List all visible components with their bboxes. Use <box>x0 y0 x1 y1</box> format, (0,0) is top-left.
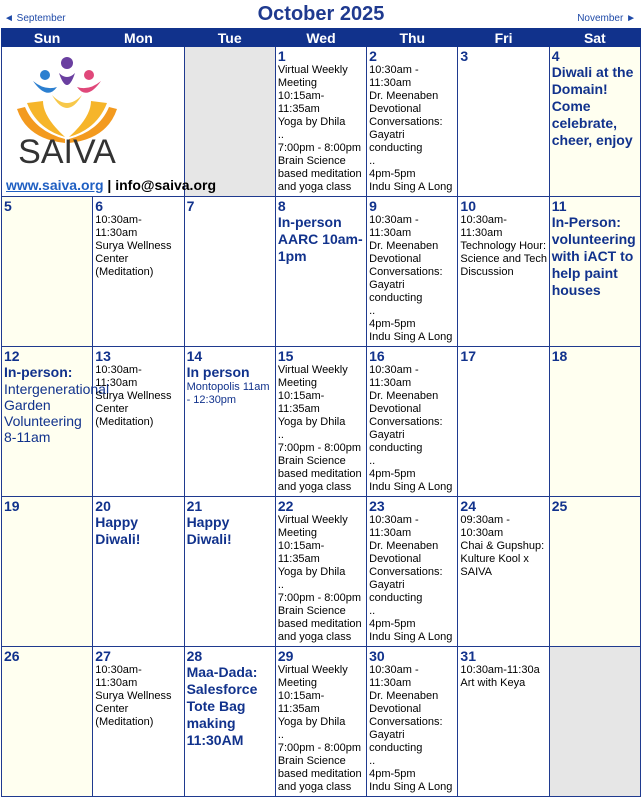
day-cell-14[interactable] <box>184 347 275 497</box>
event-line[interactable]: Brain Science based meditation and yoga class <box>277 455 362 493</box>
event-line[interactable]: 7:00pm - 8:00pm <box>277 742 361 754</box>
day-number: 7 <box>186 198 195 214</box>
day-cell-1[interactable] <box>275 47 366 197</box>
event-line[interactable]: 10:30am-11:30a <box>460 664 540 676</box>
email-text: info@saiva.org <box>115 177 217 193</box>
day-cell-25[interactable] <box>549 497 640 647</box>
day-number: 27 <box>95 648 111 664</box>
day-number: 4 <box>551 48 560 64</box>
day-number: 17 <box>460 348 476 364</box>
day-cell-27[interactable] <box>93 647 184 797</box>
event-line[interactable]: 10:30am - 11:30am <box>369 664 419 689</box>
event-line[interactable]: Indu Sing A Long <box>369 781 453 793</box>
event-line[interactable]: .. <box>369 755 376 767</box>
week-row <box>2 347 641 497</box>
day-number: 14 <box>186 348 203 364</box>
blank-day-cell <box>184 47 275 197</box>
event-line[interactable]: .. <box>277 729 284 741</box>
day-number: 13 <box>95 348 111 364</box>
event-line[interactable]: 4pm-5pm <box>369 468 416 480</box>
weekday-fri: Fri <box>458 29 549 47</box>
logo-text: SAIVA <box>18 133 116 171</box>
event-line[interactable]: Yoga by Dhila <box>277 716 346 728</box>
day-cell-6[interactable] <box>93 197 184 347</box>
day-cell-20[interactable] <box>93 497 184 647</box>
weekday-sun: Sun <box>2 29 93 47</box>
event-line[interactable]: Indu Sing A Long <box>369 181 453 193</box>
event-title[interactable]: In-person AARC 10am-1pm <box>277 214 363 264</box>
week-row <box>2 647 641 797</box>
weekday-mon: Mon <box>93 29 184 47</box>
contact-links <box>6 177 217 193</box>
event-line[interactable]: Surya Wellness Center (Meditation) <box>95 690 172 728</box>
day-cell-29[interactable] <box>275 647 366 797</box>
day-number: 8 <box>277 198 286 214</box>
day-cell-21[interactable] <box>184 497 275 647</box>
day-cell-7[interactable] <box>184 197 275 347</box>
event-title[interactable]: Maa-Dada: Salesforce Tote Bag making 11:30AM <box>186 664 258 748</box>
day-cell-11[interactable] <box>549 197 640 347</box>
day-cell-9[interactable] <box>367 197 458 347</box>
event-line[interactable]: Virtual Weekly Meeting <box>277 514 348 539</box>
day-number: 26 <box>4 648 20 664</box>
event-line[interactable]: 10:30am-11:30am <box>95 364 142 389</box>
day-cell-18[interactable] <box>549 347 640 497</box>
website-link[interactable]: www.saiva.org <box>6 177 104 193</box>
event-line[interactable]: Virtual Weekly Meeting <box>277 64 348 89</box>
event-line[interactable]: Dr. Meenaben Devotional Conversations: Gayatri conducting <box>369 390 443 454</box>
event-title[interactable]: In-person: <box>4 364 73 380</box>
event-title[interactable]: In person <box>186 364 250 380</box>
day-number: 20 <box>95 498 111 514</box>
blank-day-cell <box>549 647 640 797</box>
day-cell-5[interactable] <box>2 197 93 347</box>
event-line[interactable]: 10:30am - 11:30am <box>369 214 419 239</box>
event-line[interactable]: 10:30am - 11:30am <box>369 514 419 539</box>
day-cell-28[interactable] <box>184 647 275 797</box>
event-line[interactable]: 10:30am - 11:30am <box>369 364 419 389</box>
day-cell-4[interactable] <box>549 47 640 197</box>
day-number: 11 <box>551 198 567 214</box>
week-row <box>2 197 641 347</box>
event-line[interactable]: 10:15am-11:35am <box>277 90 325 115</box>
day-number: 2 <box>369 48 377 64</box>
day-number: 24 <box>460 498 476 514</box>
day-number: 23 <box>369 498 385 514</box>
event-line[interactable]: Indu Sing A Long <box>369 481 453 493</box>
day-number: 18 <box>551 348 568 364</box>
event-title[interactable]: Happy Diwali! <box>95 514 141 547</box>
event-title[interactable]: Happy Diwali! <box>186 514 232 547</box>
event-line[interactable]: 4pm-5pm <box>369 168 416 180</box>
day-cell-2[interactable] <box>367 47 458 197</box>
day-number: 25 <box>551 498 568 514</box>
event-line[interactable]: 4pm-5pm <box>369 768 416 780</box>
calendar-grid <box>1 28 641 797</box>
event-line[interactable]: Dr. Meenaben Devotional Conversations: Gayatri conducting <box>369 690 443 754</box>
event-line[interactable]: Brain Science based meditation and yoga class <box>277 155 362 193</box>
day-cell-10[interactable] <box>458 197 549 347</box>
event-line[interactable]: Yoga by Dhila <box>277 416 346 428</box>
day-cell-23[interactable] <box>367 497 458 647</box>
event-line[interactable]: .. <box>369 455 376 467</box>
day-cell-16[interactable] <box>367 347 458 497</box>
day-number: 6 <box>95 198 104 214</box>
event-line[interactable]: .. <box>277 579 284 591</box>
event-line[interactable]: 10:15am-11:35am <box>277 390 325 415</box>
event-line[interactable]: 4pm-5pm <box>369 318 416 330</box>
event-line[interactable]: 10:30am - 11:30am <box>369 64 419 89</box>
weekday-thu: Thu <box>367 29 458 47</box>
event-line[interactable]: 10:30am-11:30am <box>95 664 142 689</box>
month-title: October 2025 <box>257 3 385 25</box>
day-number: 28 <box>186 648 203 664</box>
event-line[interactable]: .. <box>369 155 376 167</box>
day-number: 21 <box>186 498 203 514</box>
event-line[interactable]: 10:30am-11:30am <box>460 214 507 239</box>
event-line[interactable]: 4pm-5pm <box>369 618 416 630</box>
week-row <box>2 497 641 647</box>
event-line[interactable]: 10:15am-11:35am <box>277 690 325 715</box>
day-cell-3[interactable] <box>458 47 549 197</box>
event-title[interactable]: In-Person: volunteering with iACT to help paint houses <box>551 214 636 298</box>
day-number: 10 <box>460 198 476 214</box>
contact-separator: | <box>103 177 116 193</box>
day-number: 12 <box>4 348 20 364</box>
day-cell-13[interactable] <box>93 347 184 497</box>
event-line[interactable]: 7:00pm - 8:00pm <box>277 442 361 454</box>
calendar-header <box>0 0 642 28</box>
event-detail[interactable]: Intergenerational Garden Volunteering 8-11am <box>4 381 110 445</box>
day-cell-24[interactable] <box>458 497 549 647</box>
event-line[interactable]: .. <box>277 429 284 441</box>
event-line[interactable]: Dr. Meenaben Devotional Conversations: Gayatri conducting <box>369 240 443 304</box>
weekday-tue: Tue <box>184 29 275 47</box>
day-cell-17[interactable] <box>458 347 549 497</box>
event-line[interactable]: Dr. Meenaben Devotional Conversations: Gayatri conducting <box>369 540 443 604</box>
event-line[interactable]: .. <box>369 605 376 617</box>
weekday-wed: Wed <box>275 29 366 47</box>
event-line[interactable]: .. <box>277 129 284 141</box>
day-number: 29 <box>277 648 294 664</box>
event-title[interactable]: Diwali at the Domain! Come celebrate, cheer, enjoy <box>551 64 634 148</box>
day-cell-22[interactable] <box>275 497 366 647</box>
day-cell-31[interactable] <box>458 647 549 797</box>
event-line[interactable]: Yoga by Dhila <box>277 566 346 578</box>
event-line[interactable]: 10:15am-11:35am <box>277 540 325 565</box>
event-line[interactable]: 7:00pm - 8:00pm <box>277 142 361 154</box>
day-number: 30 <box>369 648 385 664</box>
event-line[interactable]: Virtual Weekly Meeting <box>277 664 348 689</box>
logo-cell <box>2 47 217 197</box>
prev-month-link[interactable]: ◄ September <box>4 13 66 24</box>
week-row <box>2 47 641 197</box>
event-line[interactable]: Science and Tech Discussion <box>460 253 548 278</box>
saiva-logo <box>7 51 127 169</box>
event-line[interactable]: 09:30am - 10:30am <box>460 514 510 539</box>
event-line[interactable]: Brain Science based meditation and yoga class <box>277 755 362 793</box>
weekday-header-row <box>2 29 641 47</box>
event-line[interactable]: Yoga by Dhila <box>277 116 346 128</box>
event-line[interactable]: 7:00pm - 8:00pm <box>277 592 361 604</box>
day-number: 15 <box>277 348 294 364</box>
event-line[interactable]: Virtual Weekly Meeting <box>277 364 348 389</box>
day-cell-26[interactable] <box>2 647 93 797</box>
event-line[interactable]: 10:30am-11:30am <box>95 214 142 239</box>
event-line[interactable]: Indu Sing A Long <box>369 331 453 343</box>
day-cell-8[interactable] <box>275 197 366 347</box>
next-month-link[interactable]: November ► <box>577 13 636 24</box>
day-number: 3 <box>460 48 469 64</box>
day-number: 1 <box>277 48 286 64</box>
event-line[interactable]: Technology Hour: <box>460 240 547 252</box>
day-number: 19 <box>4 498 20 514</box>
event-line[interactable]: Surya Wellness Center (Meditation) <box>95 240 172 278</box>
event-line[interactable]: Chai & Gupshup: Kulture Kool x SAIVA <box>460 540 545 578</box>
event-detail[interactable]: Montopolis 11am - 12:30pm <box>186 381 270 406</box>
event-line[interactable]: Dr. Meenaben Devotional Conversations: Gayatri conducting <box>369 90 443 154</box>
event-line[interactable]: Surya Wellness Center (Meditation) <box>95 390 172 428</box>
event-line[interactable]: .. <box>369 305 376 317</box>
day-number: 22 <box>277 498 294 514</box>
event-line[interactable]: Brain Science based meditation and yoga class <box>277 605 362 643</box>
day-number: 16 <box>369 348 385 364</box>
day-cell-19[interactable] <box>2 497 93 647</box>
day-number: 31 <box>460 648 476 664</box>
day-number: 5 <box>4 198 12 214</box>
day-number: 9 <box>369 198 377 214</box>
event-line[interactable]: Indu Sing A Long <box>369 631 453 643</box>
day-cell-30[interactable] <box>367 647 458 797</box>
event-line[interactable]: Art with Keya <box>460 677 526 689</box>
day-cell-15[interactable] <box>275 347 366 497</box>
weekday-sat: Sat <box>549 29 640 47</box>
